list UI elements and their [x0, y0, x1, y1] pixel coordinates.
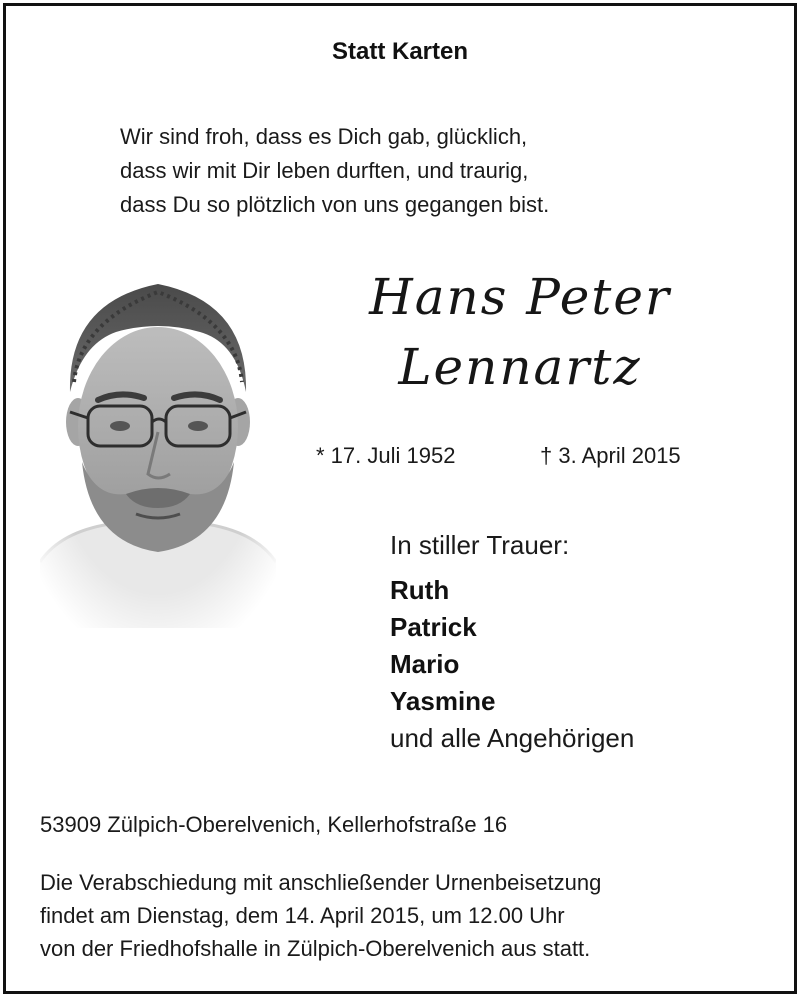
- verse-line: Wir sind froh, dass es Dich gab, glücklich,: [120, 124, 528, 149]
- mourner-name: Ruth: [390, 575, 450, 605]
- mourner-name: Patrick: [390, 612, 477, 642]
- deceased-name: [290, 262, 750, 402]
- memorial-verse: [120, 120, 720, 222]
- family-address: 53909 Zülpich-Oberelvenich, Kellerhofstraße 16: [40, 812, 508, 837]
- death-date: † 3. April 2015: [540, 443, 681, 468]
- mourner-name: Yasmine: [390, 686, 496, 716]
- verse-line: dass Du so plötzlich von uns gegangen bist.: [120, 192, 550, 217]
- deceased-first-names: Hans Peter: [369, 268, 671, 326]
- mourners-list: [390, 572, 634, 757]
- deceased-surname: Lennartz: [398, 338, 642, 396]
- service-line: findet am Dienstag, dem 14. April 2015, um 12.00 Uhr: [40, 903, 565, 928]
- portrait-photo: [40, 262, 276, 628]
- service-line: Die Verabschiedung mit anschließender Urnenbeisetzung: [40, 870, 602, 895]
- service-line: von der Friedhofshalle in Zülpich-Oberelvenich aus statt.: [40, 936, 591, 961]
- mourner-name: Mario: [390, 649, 460, 679]
- mourning-label: In stiller Trauer:: [390, 530, 570, 560]
- relatives-line: und alle Angehörigen: [390, 723, 635, 753]
- notice-heading: Statt Karten: [331, 38, 469, 65]
- verse-line: dass wir mit Dir leben durften, und traurig,: [120, 158, 529, 183]
- service-announcement: [40, 866, 770, 965]
- birth-date: * 17. Juli 1952: [316, 443, 456, 468]
